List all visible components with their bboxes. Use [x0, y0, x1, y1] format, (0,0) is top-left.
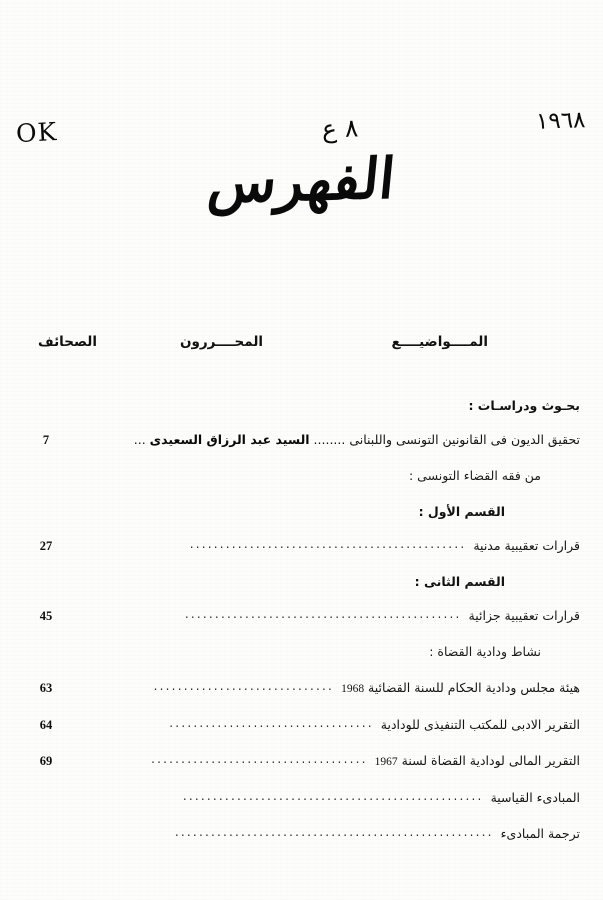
part-heading — [20, 571, 583, 593]
entry-page-number: 69 — [39, 754, 53, 768]
column-header-subjects: المــــواضيــــع — [391, 334, 488, 350]
table-column-headers — [20, 334, 583, 358]
heading-label: بحـوث ودراسـات : — [468, 398, 580, 413]
subsection-heading — [20, 465, 583, 487]
column-header-pages: الصحائف — [38, 334, 97, 350]
entry-dot-leader: .............................................. — [184, 607, 462, 621]
table-of-contents — [20, 385, 583, 859]
entry-page-number: 7 — [42, 433, 50, 447]
heading-label: القسم الثانى : — [414, 574, 505, 589]
heading-label: نشاط ودادية القضاة : — [429, 644, 541, 659]
entry-author: السيد عبد الرزاق السعيدى — [149, 432, 310, 447]
entry-subject: تحقيق الديون فى القانونين التونسى واللبنانى ........ السيد عبد الرزاق السعيدى ... — [133, 432, 580, 447]
entry-page-number: 27 — [39, 539, 53, 553]
subsection-heading — [20, 641, 583, 663]
toc-entry[interactable] — [20, 605, 583, 627]
annotation-issue-marker: ٨ ع — [321, 113, 359, 144]
toc-entry[interactable] — [20, 787, 583, 809]
toc-entry[interactable] — [20, 750, 583, 773]
page-title: الفهرس — [205, 145, 398, 217]
column-header-editors: المحــــررون — [180, 334, 264, 350]
inline-number: 1968 — [341, 683, 365, 695]
toc-entry[interactable] — [20, 429, 583, 451]
entry-page-number: 64 — [39, 718, 53, 732]
entry-dot-leader: .............................. — [153, 679, 335, 693]
entry-dot-leader: .................................................. — [182, 789, 484, 803]
heading-label: القسم الأول : — [418, 504, 505, 519]
entry-subject: ترجمة المبادىء — [500, 826, 580, 841]
annotation-year: ١٩٦٨ — [535, 107, 586, 135]
entry-subject: التقرير الادبى للمكتب التنفيذى للودادية — [380, 717, 580, 732]
toc-entry[interactable] — [20, 677, 583, 700]
entry-dot-leader: ..................................................... — [174, 825, 494, 839]
section-heading — [20, 395, 583, 417]
entry-page-number: 63 — [39, 681, 53, 695]
entry-subject: المبادىء القياسية — [490, 790, 580, 805]
entry-dot-leader: .................................... — [151, 752, 368, 766]
part-heading — [20, 501, 583, 523]
entry-subject: التقرير المالى لودادية القضاة لسنة 1967 — [374, 753, 580, 768]
annotation-ok: OK — [15, 116, 58, 149]
entry-dot-leader: .............................................. — [189, 537, 467, 551]
toc-entry[interactable] — [20, 535, 583, 557]
toc-entry[interactable] — [20, 823, 583, 845]
entry-page-number: 45 — [39, 609, 53, 623]
heading-label: من فقه القضاء التونسى : — [408, 468, 541, 483]
entry-subject: قرارات تعقيبية مدنية — [473, 538, 580, 553]
entry-dot-leader: .................................. — [169, 716, 374, 730]
entry-author-leader: ... — [133, 432, 146, 447]
toc-entry[interactable] — [20, 714, 583, 736]
entry-leader-inner: ........ — [313, 432, 346, 447]
entry-subject: هيئة مجلس ودادية الحكام للسنة القضائية 1968 — [341, 680, 580, 695]
inline-number: 1967 — [374, 756, 398, 768]
entry-subject: قرارات تعقيبية جزائية — [468, 608, 580, 623]
